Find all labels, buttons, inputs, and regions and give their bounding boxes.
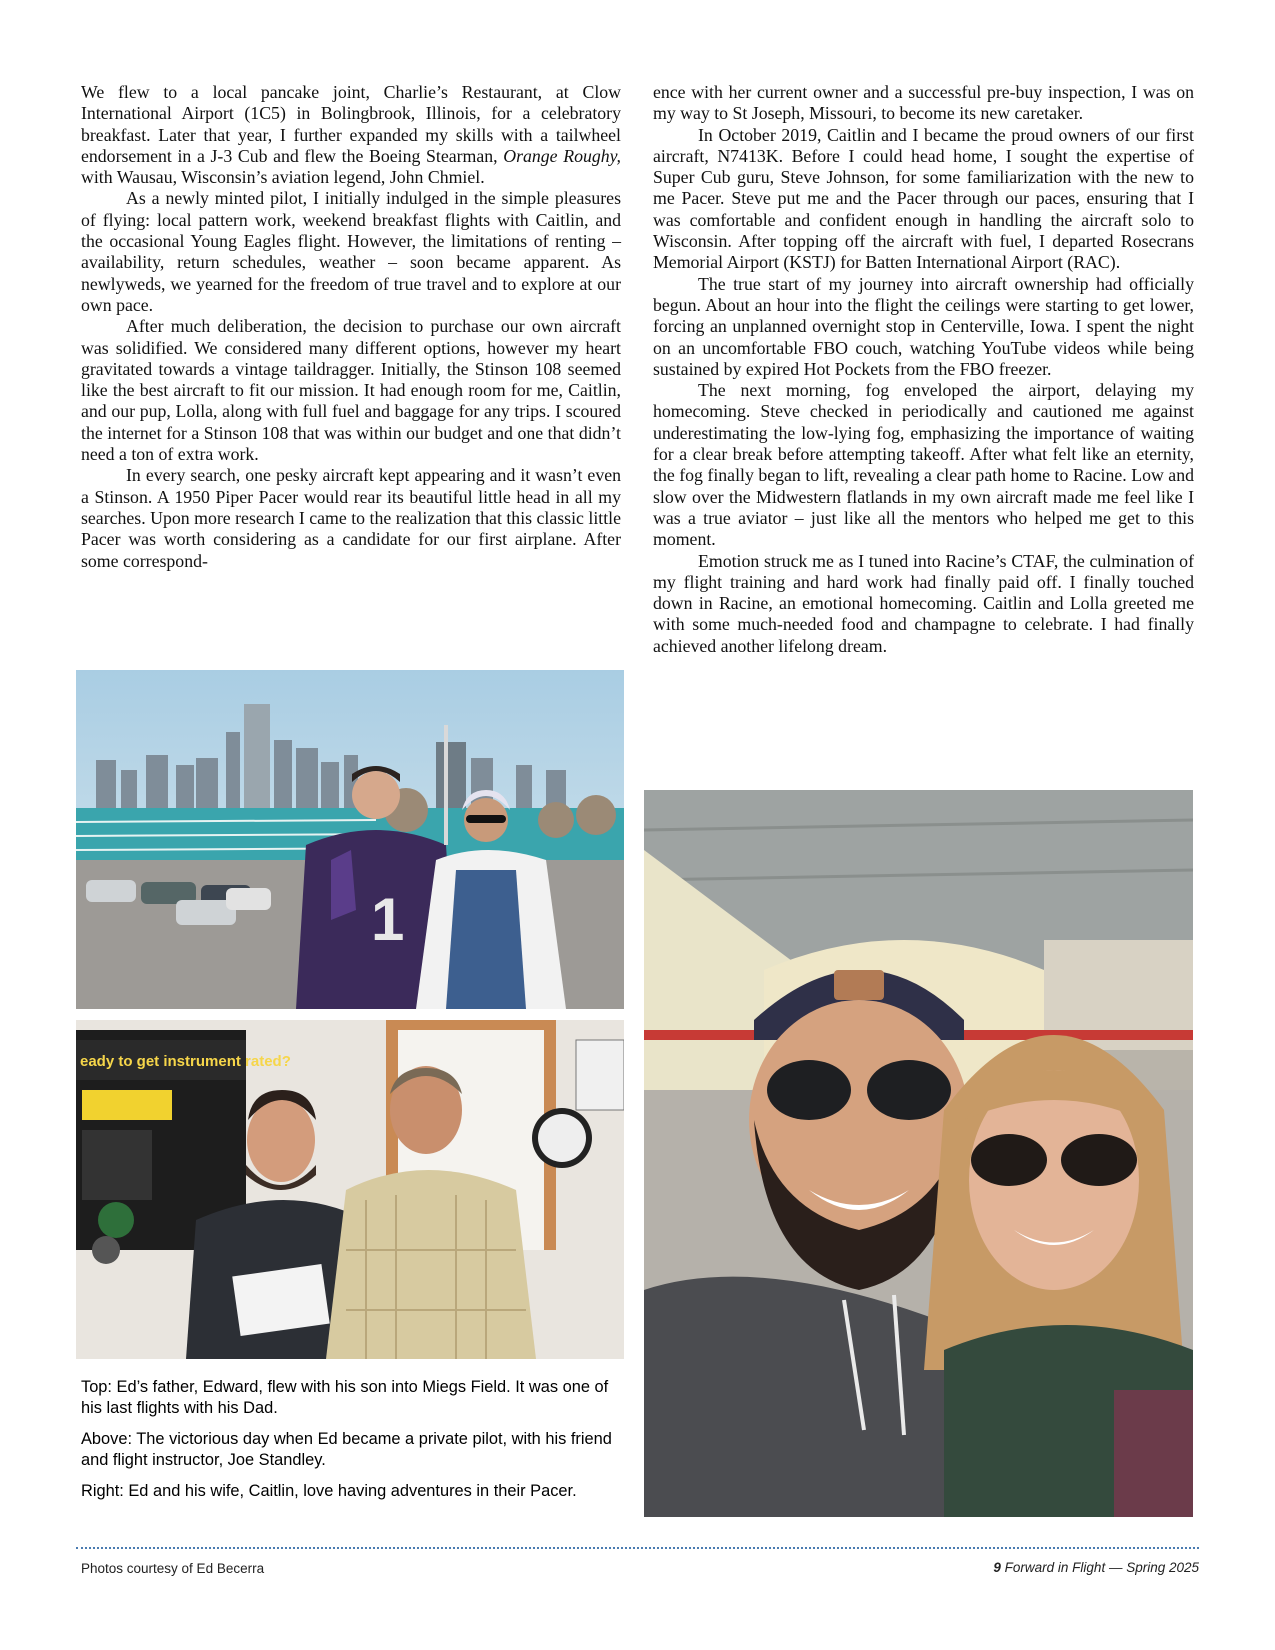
- poster-headline: eady to get instrument rated?: [80, 1053, 291, 1070]
- caption-above: Above: The victorious day when Ed became a private pilot, with his friend and flight instructor, Joe Standley.: [81, 1430, 612, 1469]
- photo-flight-school-art: [76, 1020, 624, 1359]
- paragraph: In October 2019, Caitlin and I became the proud owners of our first aircraft, N7413K. Before I could head home, I sought the expertise of Super Cub guru, Steve Johnson, for some familiarization with the new to me Pacer. Steve put me and the Pacer through our paces, ensuring that I was comfortable and confident enough in handling the aircraft solo to Wisconsin. After topping off the aircraft with fuel, I departed Rosecrans Memorial Airport (KSTJ) for Batten International Airport (RAC).: [653, 124, 1194, 273]
- photo-couple-selfie: [644, 790, 1193, 1517]
- page-number: 9: [993, 1560, 1001, 1575]
- photo-captions: [81, 1377, 631, 1513]
- photo-chicago-skyline-art: [76, 670, 624, 1009]
- paragraph: As a newly minted pilot, I initially indulged in the simple pleasures of flying: local pattern work, weekend breakfast flights with Caitlin, and the occasional Young Eagles flight. However, the limitations of renting – availability, return schedules, weather – soon became apparent. As newlyweds, we yearned for the freedom of true travel and to explore at our own pace.: [81, 188, 621, 315]
- photo-chicago-skyline: [76, 670, 624, 1009]
- paragraph: We flew to a local pancake joint, Charlie’s Restaurant, at Clow International Airport (1C5) in Bolingbrook, Illinois, for a celebratory breakfast. Later that year, I further expanded my skills with a tailwheel endorsement in a J-3 Cub and flew the Boeing Stearman, Orange Roughy, with Wausau, Wisconsin’s aviation legend, John Chmiel.: [81, 82, 621, 188]
- paragraph: Emotion struck me as I tuned into Racine’s CTAF, the culmination of my flight training and hard work had finally paid off. I finally touched down in Racine, an emotional homecoming. Caitlin and Lolla greeted me with some much-needed food and champagne to celebrate. I had finally achieved another lifelong dream.: [653, 550, 1194, 656]
- article-right-column: [653, 82, 1194, 657]
- photo-couple-selfie-art: [644, 790, 1193, 1517]
- footer-divider: [76, 1547, 1199, 1549]
- jersey-number: 1: [371, 886, 405, 953]
- paragraph: In every search, one pesky aircraft kept appearing and it wasn’t even a Stinson. A 1950 Piper Pacer would rear its beautiful little head in all my searches. Upon more research I came to the realization that this classic little Pacer was worth considering as a candidate for our first airplane. After some correspond-: [81, 465, 621, 571]
- photo-flight-school: [76, 1020, 624, 1359]
- paragraph: After much deliberation, the decision to purchase our own aircraft was solidified. We considered many different options, however my heart gravitated towards a vintage taildragger. Initially, the Stinson 108 seemed like the best aircraft to fit our mission. It had enough room for me, Caitlin, and our pup, Lolla, along with full fuel and baggage for any trips. I scoured the internet for a Stinson 108 that was within our budget and one that didn’t need a ton of extra work.: [81, 316, 621, 465]
- paragraph: The true start of my journey into aircraft ownership had officially begun. About an hour into the flight the ceilings were starting to get lower, forcing an unplanned overnight stop in Centerville, Iowa. I spent the night on an uncomfortable FBO couch, watching YouTube videos while being sustained by expired Hot Pockets from the FBO freezer.: [653, 273, 1194, 379]
- page-footer: [993, 1560, 1199, 1575]
- photo-credit: Photos courtesy of Ed Becerra: [81, 1561, 265, 1576]
- caption-right: Right: Ed and his wife, Caitlin, love having adventures in their Pacer.: [81, 1482, 577, 1500]
- aircraft-name: Orange Roughy,: [503, 145, 621, 166]
- article-left-column: [81, 82, 621, 572]
- paragraph: ence with her current owner and a successful pre-buy inspection, I was on my way to St Joseph, Missouri, to become its new caretaker.: [653, 82, 1194, 124]
- caption-top: Top: Ed’s father, Edward, flew with his son into Miegs Field. It was one of his last flights with his Dad.: [81, 1378, 609, 1417]
- publication-title: Forward in Flight — Spring 2025: [1000, 1560, 1199, 1575]
- paragraph: The next morning, fog enveloped the airport, delaying my homecoming. Steve checked in periodically and cautioned me against underestimating the low-lying fog, emphasizing the importance of waiting for a clear break before attempting takeoff. After what felt like an eternity, the fog finally began to lift, revealing a clear path home to Racine. Low and slow over the Midwestern flatlands in my own aircraft made me feel like I was a true aviator – just like all the mentors who helped me get to this moment.: [653, 380, 1194, 550]
